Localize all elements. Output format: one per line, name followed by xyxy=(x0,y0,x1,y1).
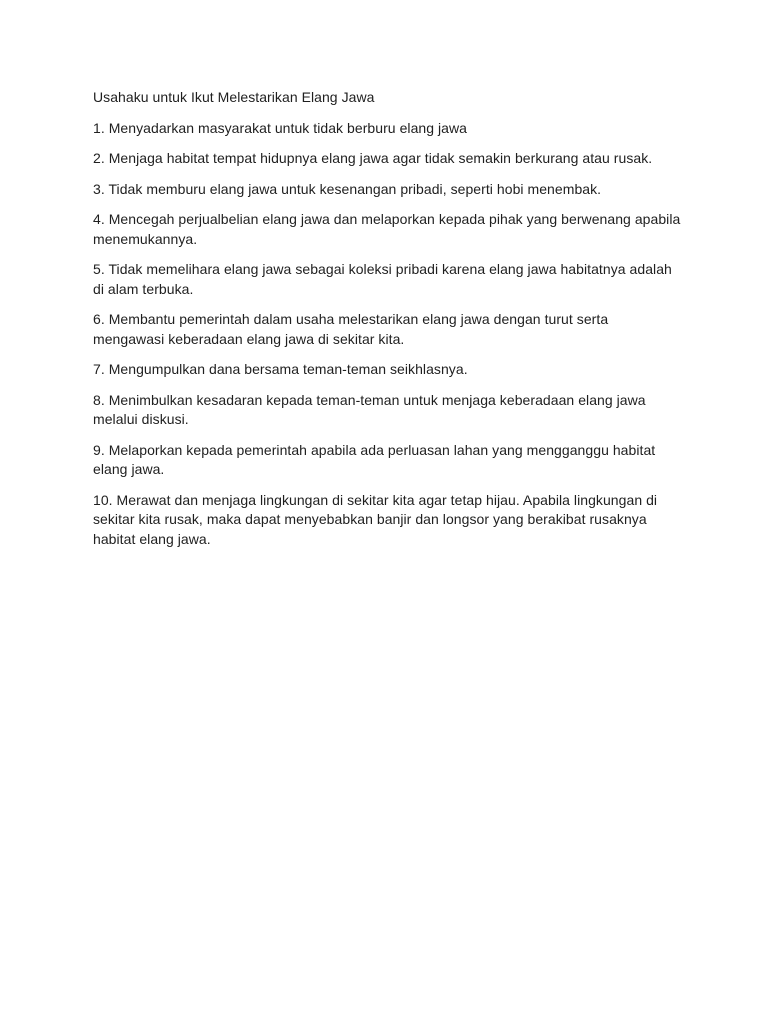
document-body xyxy=(93,88,683,549)
list-item-3: 3. Tidak memburu elang jawa untuk kesenangan pribadi, seperti hobi menembak. xyxy=(93,180,602,197)
list-item-4: 4. Mencegah perjualbelian elang jawa dan melaporkan kepada pihak yang berwenang apabila menemukannya. xyxy=(93,211,681,247)
list-item-10: 10. Merawat dan menjaga lingkungan di sekitar kita agar tetap hijau. Apabila lingkungan di sekitar kita rusak, maka dapat menyebabkan banjir dan longsor yang berakibat rusaknya habitat elang jawa. xyxy=(93,491,658,547)
list-item-6: 6. Membantu pemerintah dalam usaha melestarikan elang jawa dengan turut serta mengawasi keberadaan elang jawa di sekitar kita. xyxy=(93,311,609,347)
list-item-7: 7. Mengumpulkan dana bersama teman-teman seikhlasnya. xyxy=(93,361,468,377)
list-item-1: 1. Menyadarkan masyarakat untuk tidak berburu elang jawa xyxy=(93,119,468,136)
list-item-9: 9. Melaporkan kepada pemerintah apabila ada perluasan lahan yang mengganggu habitat elang jawa. xyxy=(93,441,656,477)
list-item-8: 8. Menimbulkan kesadaran kepada teman-teman untuk menjaga keberadaan elang jawa melalui diskusi. xyxy=(93,391,646,427)
list-item-2: 2. Menjaga habitat tempat hidupnya elang jawa agar tidak semakin berkurang atau rusak. xyxy=(93,150,653,166)
list-item-5: 5. Tidak memelihara elang jawa sebagai koleksi pribadi karena elang jawa habitatnya adalah di alam terbuka. xyxy=(93,261,672,297)
document-title: Usahaku untuk Ikut Melestarikan Elang Jawa xyxy=(93,89,375,105)
